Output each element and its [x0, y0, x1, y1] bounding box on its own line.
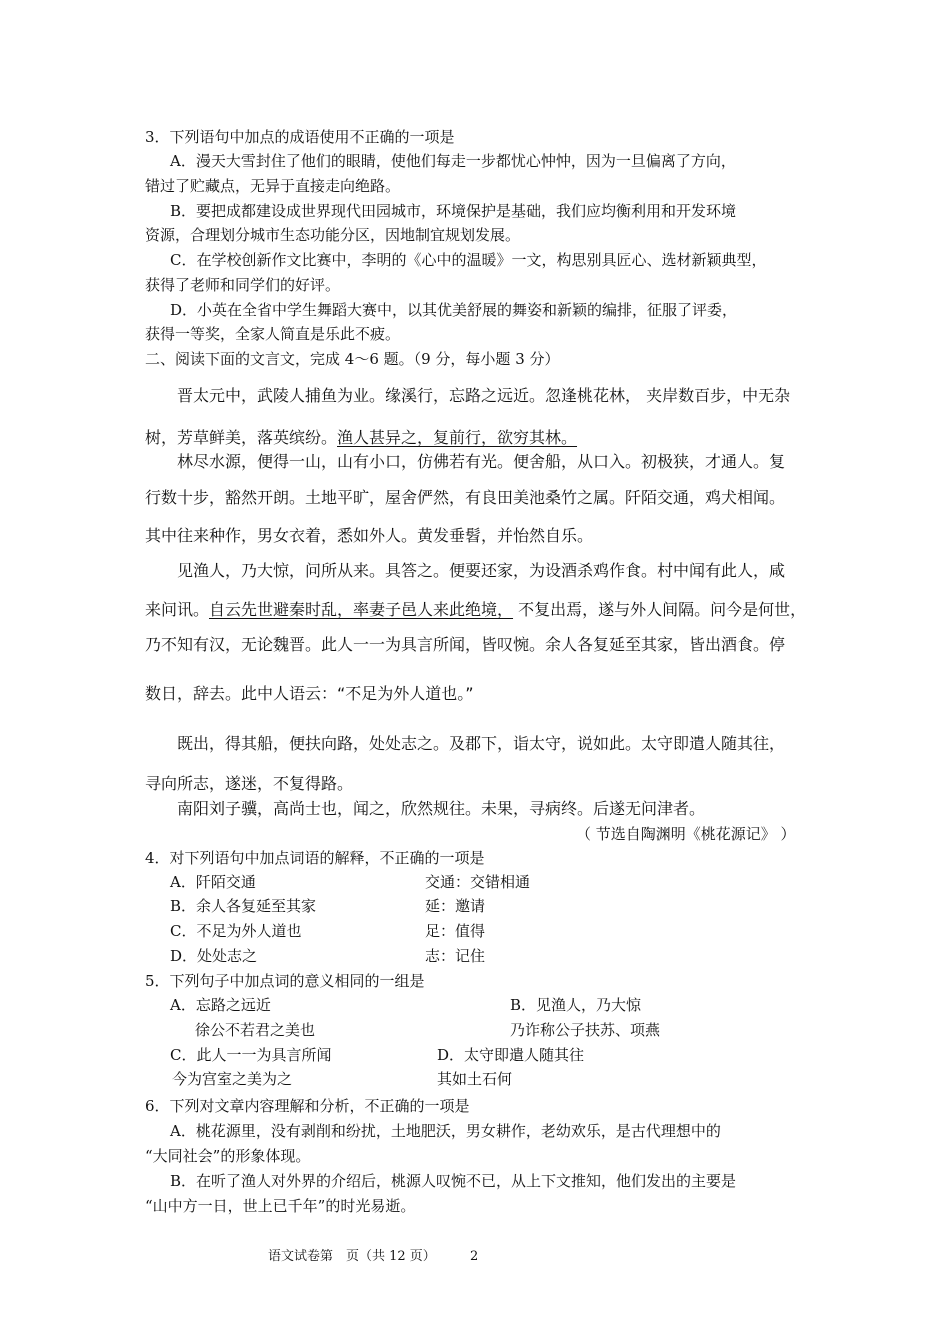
- q6-option-b-cont: “山中方一日，世上已千年”的时光易逝。: [145, 1197, 416, 1215]
- q4-option-b-explanation: 延：邀请: [425, 897, 486, 915]
- passage-line-1: 晋太元中，武陵人捕鱼为业。缘溪行，忘路之远近。忽逢桃花林， 夹岸数百步，中无杂: [177, 386, 791, 405]
- q4-stem: 4．对下列语句中加点词语的解释，不正确的一项是: [145, 849, 485, 867]
- passage-line-11: 寻向所志，遂迷，不复得路。: [145, 774, 354, 793]
- q4-option-c-word: C．不足为外人道也: [170, 922, 302, 940]
- q5-option-b-line2: 乃诈称公子扶苏、项燕: [510, 1021, 661, 1039]
- passage-line-9: 数日，辞去。此中人语云：“不足为外人道也。”: [145, 684, 474, 703]
- q3-option-c-cont: 获得了老师和同学们的好评。: [145, 276, 341, 294]
- q4-option-b-word: B．余人各复延至其家: [170, 897, 317, 915]
- q5-option-c-line1: C．此人一一为具言所闻: [170, 1046, 332, 1064]
- q3-option-b: B．要把成都建设成世界现代田园城市，环境保护是基础，我们应均衡利用和开发环境: [170, 202, 737, 220]
- passage-underlined-sentence: 自云先世避秦时乱，率妻子邑人来此绝境，: [209, 600, 514, 619]
- passage-text: 来问讯。: [145, 600, 210, 619]
- passage-text: 树，芳草鲜美，落英缤纷。: [145, 428, 338, 447]
- passage-text: 不复出焉，遂与外人间隔。问今是何世，: [513, 600, 807, 619]
- q6-option-b: B．在听了渔人对外界的介绍后，桃源人叹惋不已，从上下文推知，他们发出的主要是: [170, 1172, 737, 1190]
- passage-line-4: 行数十步，豁然开朗。土地平旷，屋舍俨然，有良田美池桑竹之属。阡陌交通，鸡犬相闻。: [145, 488, 786, 507]
- section-2-heading: 二、阅读下面的文言文，完成 4～6 题。（9 分，每小题 3 分）: [145, 350, 560, 368]
- page-number: 2: [470, 1249, 479, 1264]
- passage-line-6: 见渔人，乃大惊，问所从来。具答之。便要还家，为设酒杀鸡作食。村中闻有此人，咸: [177, 561, 786, 580]
- q4-option-d-word: D．处处志之: [170, 947, 258, 965]
- q5-option-b-line1: B．见渔人，乃大惊: [510, 996, 642, 1014]
- q5-stem: 5．下列句子中加点词的意义相同的一组是: [145, 972, 425, 990]
- passage-underlined-sentence: 渔人甚异之，复前行，欲穷其林。: [337, 428, 578, 447]
- q3-option-d-cont: 获得一等奖，全家人简直是乐此不疲。: [145, 325, 401, 343]
- passage-line-8: 乃不知有汉，无论魏晋。此人一一为具言所闻，皆叹惋。余人各复延至其家，皆出酒食。停: [145, 635, 786, 654]
- passage-line-7: [145, 599, 806, 621]
- q6-option-a-cont: “大同社会”的形象体现。: [145, 1147, 311, 1165]
- q3-option-b-cont: 资源，合理划分城市生态功能分区，因地制宜规划发展。: [145, 226, 521, 244]
- q5-option-a-line1: A．忘路之远近: [170, 996, 271, 1014]
- q3-option-c: C．在学校创新作文比赛中，李明的《心中的温暖》一文，构思别具匠心、选材新颖典型，: [170, 251, 767, 269]
- q4-option-a-explanation: 交通：交错相通: [425, 873, 531, 891]
- q5-option-c-line2: 今为宫室之美为之: [172, 1070, 293, 1088]
- passage-line-3: 林尽水源，便得一山，山有小口，仿佛若有光。便舍船，从口入。初极狭，才通人。复: [177, 452, 786, 471]
- q6-option-a: A．桃花源里，没有剥削和纷扰，土地肥沃，男女耕作，老幼欢乐，是古代理想中的: [170, 1122, 721, 1140]
- q3-option-d: D．小英在全省中学生舞蹈大赛中，以其优美舒展的舞姿和新颖的编排，征服了评委，: [170, 301, 738, 319]
- q6-stem: 6．下列对文章内容理解和分析，不正确的一项是: [145, 1097, 470, 1115]
- passage-line-12: 南阳刘子骥，高尚士也，闻之，欣然规往。未果，寻病终。后遂无问津者。: [177, 799, 706, 818]
- passage-line-10: 既出，得其船，便扶向路，处处志之。及郡下，诣太守，说如此。太守即遣人随其往，: [177, 734, 786, 753]
- q3-option-a-cont: 错过了贮藏点，无异于直接走向绝路。: [145, 177, 401, 195]
- q3-option-a: A．漫天大雪封住了他们的眼睛，使他们每走一步都忧心忡忡，因为一旦偏离了方向，: [170, 152, 736, 170]
- q5-option-a-line2: 徐公不若君之美也: [195, 1021, 316, 1039]
- passage-source: （ 节选自陶渊明《桃花源记》 ）: [576, 825, 796, 843]
- passage-line-5: 其中往来种作，男女衣着，悉如外人。黄发垂髫，并怡然自乐。: [145, 526, 594, 545]
- q4-option-a-word: A．阡陌交通: [170, 873, 256, 891]
- q5-option-d-line2: 其如土石何: [437, 1070, 513, 1088]
- q4-option-d-explanation: 志：记住: [425, 947, 486, 965]
- q5-option-d-line1: D．太守即遣人随其往: [437, 1046, 585, 1064]
- q4-option-c-explanation: 足：值得: [425, 922, 486, 940]
- passage-line-2: [145, 427, 577, 449]
- page-footer-label: 语文试卷第 页（共 12 页）: [268, 1249, 436, 1264]
- q3-stem: 3．下列语句中加点的成语使用不正确的一项是: [145, 128, 455, 146]
